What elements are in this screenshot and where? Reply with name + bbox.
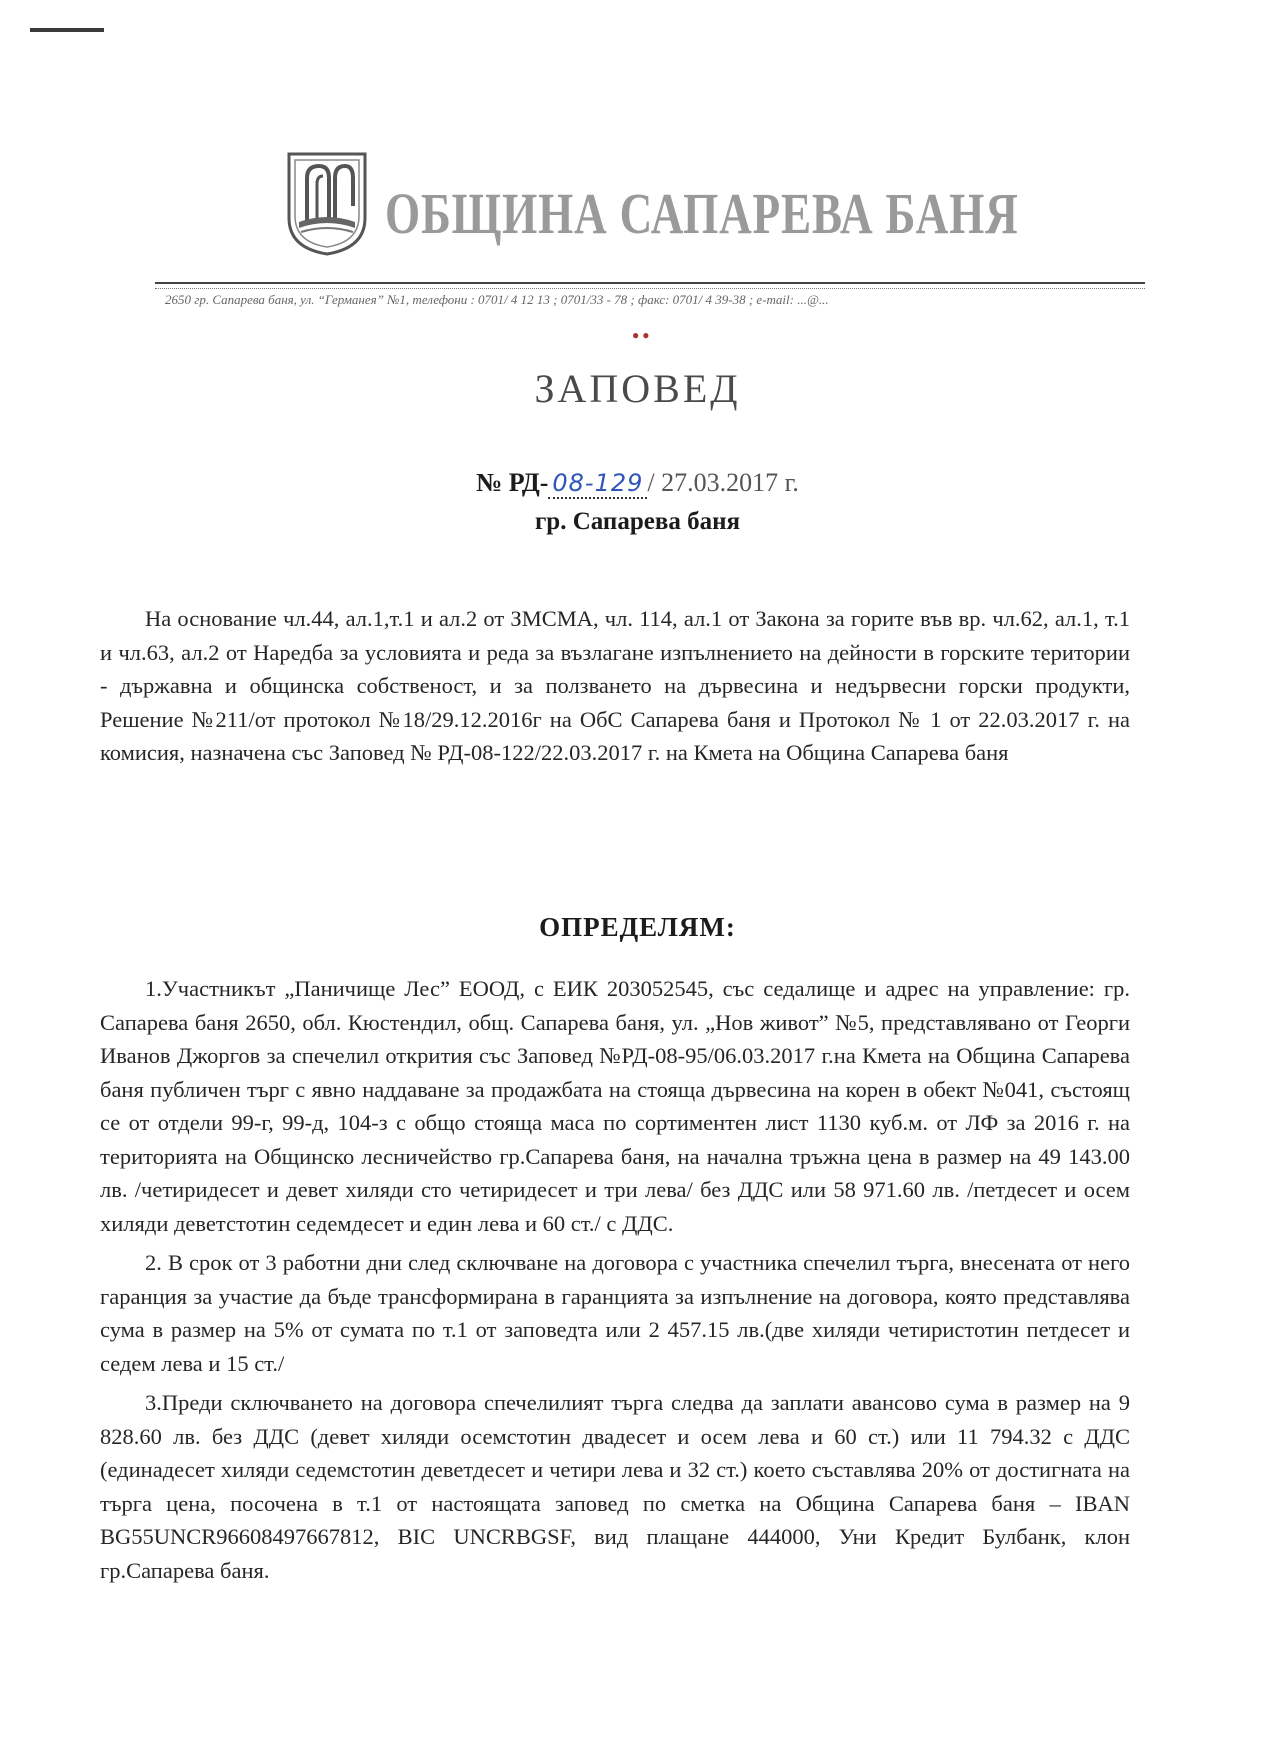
document-number [0, 468, 1275, 498]
document-city: гр. Сапарева баня [534, 508, 741, 535]
letterhead-rule [155, 282, 1145, 284]
organization-address: 2650 гр. Сапарева баня, ул. “Германея” №1, телефони : 0701/ 4 12 13 ; 0701/33 - 78 ; факс: 0701/ 4 39-38 ; e-mail: ...@... [165, 292, 829, 307]
municipality-crest [283, 148, 371, 258]
legal-basis-paragraph: На основание чл.44, ал.1,т.1 и ал.2 от ЗМСМА, чл. 114, ал.1 от Закона за горите във вр. чл.62, ал.1, т.1 и чл.63, ал.2 от Наредба за условията и реда за възлагане изпълнението на дейности в горските територии - държавна и общинска собственост, и за ползването на дървесина и недървесни горски продукти, Решение №211/от протокол №18/29.12.2016г на ОбС Сапарева баня и Протокол № 1 от 22.03.2017 г. на комисия, назначена със Заповед № РД-08-122/22.03.2017 г. на Кмета на Община Сапарева баня [100, 606, 1130, 765]
organization-name: ОБЩИНА САПАРЕВА БАНЯ [385, 181, 1019, 246]
handwritten-registration-number: 08-129 [548, 469, 647, 499]
order-items [100, 972, 1130, 1593]
letterhead [0, 140, 1275, 315]
legal-basis [100, 602, 1130, 770]
letterhead-rule-dotted [155, 288, 1145, 289]
order-item: 2. В срок от 3 работни дни след сключване на договора с участника спечелил търга, внесената от него гаранция за участие да бъде трансформирана в гаранцията за изпълнение на договора, която представлява сума в размер на 5% от сумата по т.1 от заповедта или 2 457.15 лв.(две хиляди четиристотин петдесет и седем лева и 15 ст./ [100, 1250, 1130, 1376]
document-title: ЗАПОВЕД [534, 366, 741, 411]
order-item: 1.Участникът „Паничище Лес” ЕООД, с ЕИК 203052545, със седалище и адрес на управление: гр. Сапарева баня 2650, обл. Кюстендил, общ. Сапарева баня, ул. „Нов живот” №5, представлявано от Георги Иванов Джоргов за спечелил открития със Заповед №РД-08-95/06.03.2017 г.на Кмета на Община Сапарева баня публичен търг с явно наддаване за продажбата на стояща дървесина на корен в обект №041, състоящ се от отдели 99-г, 99-д, 104-з с общо стояща маса по сортиментен лист 1130 куб.м. от ЛФ за 2016 г. на територията на Общинско лесничейство гр.Сапарева баня, на начална тръжна цена в размер на 49 143.00 лв. /четиридесет и девет хиляди сто четиридесет и три лева/ без ДДС или 58 971.60 лв. /петдесет и осем хиляди деветстотин седемдесет и един лева и 60 ст./ с ДДС. [100, 976, 1130, 1236]
red-mark-icon: ● ● [632, 328, 650, 342]
number-prefix: № РД- [476, 468, 549, 497]
document-date: / 27.03.2017 г. [647, 468, 799, 497]
scan-edge-mark [30, 28, 104, 32]
section-heading: ОПРЕДЕЛЯМ: [539, 912, 736, 942]
order-item: 3.Преди сключването на договора спечелилият търга следва да заплати авансово сума в размер на 9 828.60 лв. без ДДС (девет хиляди осемстотин двадесет и осем лева и 60 ст.) или 11 794.32 с ДДС (единадесет хиляди седемстотин деветдесет и четири лева и 32 ст.) което съставлява 20% от достигната на търга цена, посочена в т.1 от настоящата заповед по сметка на Община Сапарева баня – IBAN BG55UNCR96608497667812, BIC UNCRBGSF, вид плащане 444000, Уни Кредит Булбанк, клон гр.Сапарева баня. [100, 1390, 1130, 1583]
